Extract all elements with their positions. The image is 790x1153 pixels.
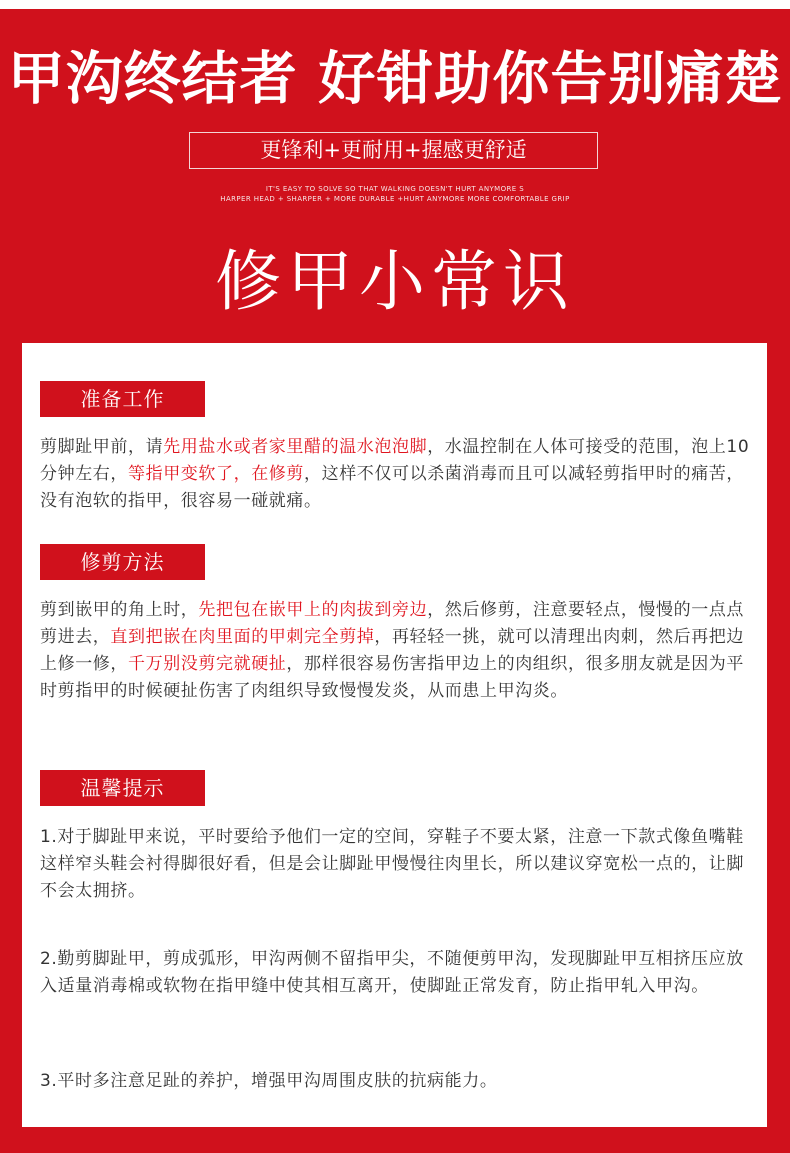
tagline-box: 更锋利+更耐用+握感更舒适 xyxy=(189,132,598,169)
method-text-2: ，然后修剪，注意要轻点，慢慢的一点点剪进去， xyxy=(40,600,745,647)
section-title: 修甲小常识 xyxy=(215,243,575,320)
method-highlight-1: 先把包在嵌甲上的肉拔到旁边 xyxy=(198,600,428,620)
prep-label: 准备工作 xyxy=(40,381,205,417)
method-highlight-3: 千万别没剪完就硬扯 xyxy=(128,654,287,674)
english-subtitle-line-1: IT'S EASY TO SOLVE SO THAT WALKING DOESN'T HURT ANYMORE S xyxy=(265,185,525,193)
prep-highlight-1: 先用盐水或者家里醋的温水泡泡脚 xyxy=(163,437,428,457)
prep-highlight-2: 等指甲变软了，在修剪 xyxy=(128,464,304,484)
headline: 甲沟终结者 好钳助你告别痛楚 xyxy=(7,46,783,112)
prep-text-1: 剪脚趾甲前，请 xyxy=(40,437,164,457)
prep-text-2: ，水温控制在人体可接受的范围，泡上10分钟左右， xyxy=(40,437,750,484)
method-highlight-2: 直到把嵌在肉里面的甲刺完全剪掉 xyxy=(110,627,375,647)
prep-text-3: ，这样不仅可以杀菌消毒而且可以减轻剪指甲时的痛苦，没有泡软的指甲，很容易一碰就痛。 xyxy=(40,464,744,511)
method-label: 修剪方法 xyxy=(40,544,205,580)
tip-item: 1.对于脚趾甲来说，平时要给予他们一定的空间，穿鞋子不要太紧，注意一下款式像鱼嘴鞋这样窄头鞋会衬得脚很好看，但是会让脚趾甲慢慢往肉里长，所以建议穿宽松一点的，让脚不会太拥挤。 xyxy=(40,827,744,901)
prep-paragraph xyxy=(40,434,752,515)
tip-item: 3.平时多注意足趾的养护，增强甲沟周围皮肤的抗病能力。 xyxy=(40,1071,498,1091)
english-subtitle-line-2: HARPER HEAD + SHARPER + MORE DURABLE +HURT ANYMORE MORE COMFORTABLE GRIP xyxy=(220,195,570,203)
content-panel xyxy=(22,343,767,1127)
method-text-3: ，再轻轻一挑，就可以清理出肉刺，然后再把边上修一修， xyxy=(40,627,745,674)
tips-label: 温馨提示 xyxy=(40,770,205,806)
tip-item: 2.勤剪脚趾甲，剪成弧形，甲沟两侧不留指甲尖，不随便剪甲沟，发现脚趾甲互相挤压应放入适量消毒棉或软物在指甲缝中使其相互离开，使脚趾正常发育，防止指甲轧入甲沟。 xyxy=(40,949,744,996)
method-paragraph xyxy=(40,597,752,705)
method-text-1: 剪到嵌甲的角上时， xyxy=(40,600,199,620)
method-text-4: ，那样很容易伤害指甲边上的肉组织，很多朋友就是因为平时剪指甲的时候硬扯伤害了肉组织导致慢慢发炎，从而患上甲沟炎。 xyxy=(40,654,745,701)
